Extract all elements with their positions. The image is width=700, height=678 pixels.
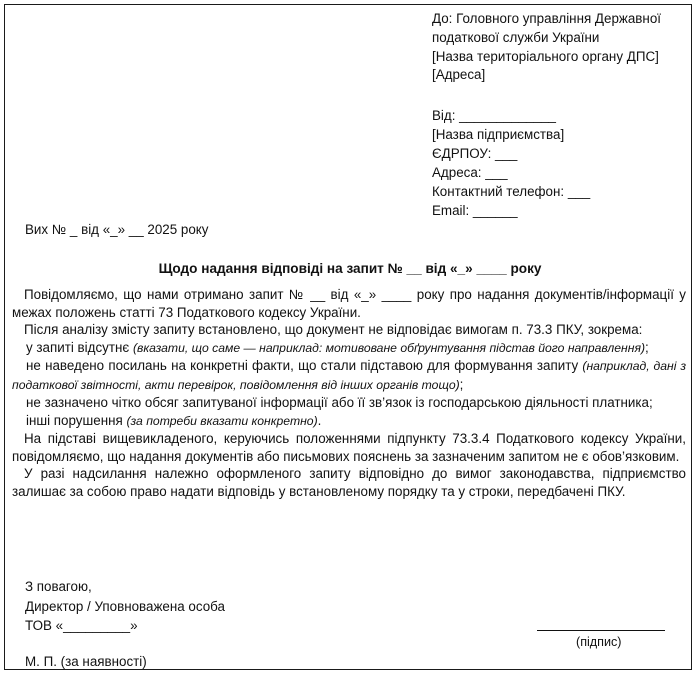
- recipient-line: [Назва територіального органу ДПС]: [432, 48, 659, 64]
- recipient-line: податкової служби України: [432, 29, 600, 45]
- bullet-other: [12, 412, 686, 431]
- letter-body: [12, 286, 686, 500]
- recipient-line: [Адреса]: [432, 67, 486, 83]
- sender-address: Адреса: ___: [432, 165, 508, 180]
- sender-name: [Назва підприємства]: [432, 127, 565, 142]
- bullet-no-facts: [12, 357, 686, 394]
- signature-block: [25, 577, 225, 636]
- bullet-note: (за потреби вказати конкретно): [126, 413, 318, 428]
- sender-phone: Контактний телефон: ___: [432, 184, 591, 199]
- bullet-end: .: [317, 412, 322, 428]
- closing: З повагою,: [25, 579, 92, 594]
- sender-block: [432, 106, 687, 220]
- bullet-scope: [12, 394, 686, 412]
- bullet-note: (наприклад, дані з податкової звітності, акти перевірок, повідомлення від інших органів тощо): [12, 359, 686, 392]
- bullet-text: у запиті відсутнє: [26, 339, 133, 355]
- paragraph-conclusion: На підставі вищевикладеного, керуючись положеннями підпункту 73.3.4 Податкового кодексу України, повідомляємо, що надання документів або письмових пояснень за зазначеним запитом не є обов’язковим.: [12, 431, 686, 464]
- signature-line: [537, 622, 665, 631]
- sender-from: Від: _____________: [432, 108, 556, 123]
- outgoing-number: Вих № _ від «_» __ 2025 року: [25, 222, 209, 237]
- signer-position: Директор / Уповноважена особа: [25, 598, 225, 614]
- bullet-end: ;: [459, 376, 464, 392]
- letter-title: Щодо надання відповіді на запит № __ від «_» ____ року: [158, 261, 542, 276]
- bullet-text: не зазначено чітко обсяг запитуваної інформації або її зв’язок із господарською діяльності платника;: [26, 395, 653, 410]
- signature-label: (підпис): [576, 635, 622, 649]
- sender-email: Email: ______: [432, 203, 518, 218]
- bullet-note: (вказати, що саме — наприклад: мотивоване обґрунтування підстав його направлення): [132, 340, 646, 355]
- recipient-block: [432, 10, 687, 85]
- recipient-line: До: Головного управління Державної: [432, 11, 661, 26]
- bullet-text: інші порушення: [26, 412, 127, 428]
- paragraph-analysis: Після аналізу змісту запиту встановлено, що документ не відповідає вимогам п. 73.3 ПКУ, зокрема:: [24, 322, 643, 337]
- company-name: ТОВ «_________»: [25, 618, 138, 633]
- bullet-end: ;: [645, 339, 649, 355]
- stamp-note: М. П. (за наявності): [25, 654, 147, 669]
- sender-edrpou: ЄДРПОУ: ___: [432, 146, 518, 161]
- paragraph-received: Повідомляємо, що нами отримано запит № __ від «_» ____ року про надання документів/інформації у межах положень статті 73 Податкового кодексу України.: [12, 287, 686, 320]
- paragraph-reservation: У разі надсилання належно оформленого запиту відповідно до вимог законодавства, підприємство залишає за собою право надати відповідь у встановленому порядку та у строки, передбачені ПКУ.: [12, 466, 686, 499]
- bullet-text: не наведено посилань на конкретні факти, що стали підставою для формування запиту: [26, 358, 583, 373]
- bullet-missing: [12, 339, 686, 358]
